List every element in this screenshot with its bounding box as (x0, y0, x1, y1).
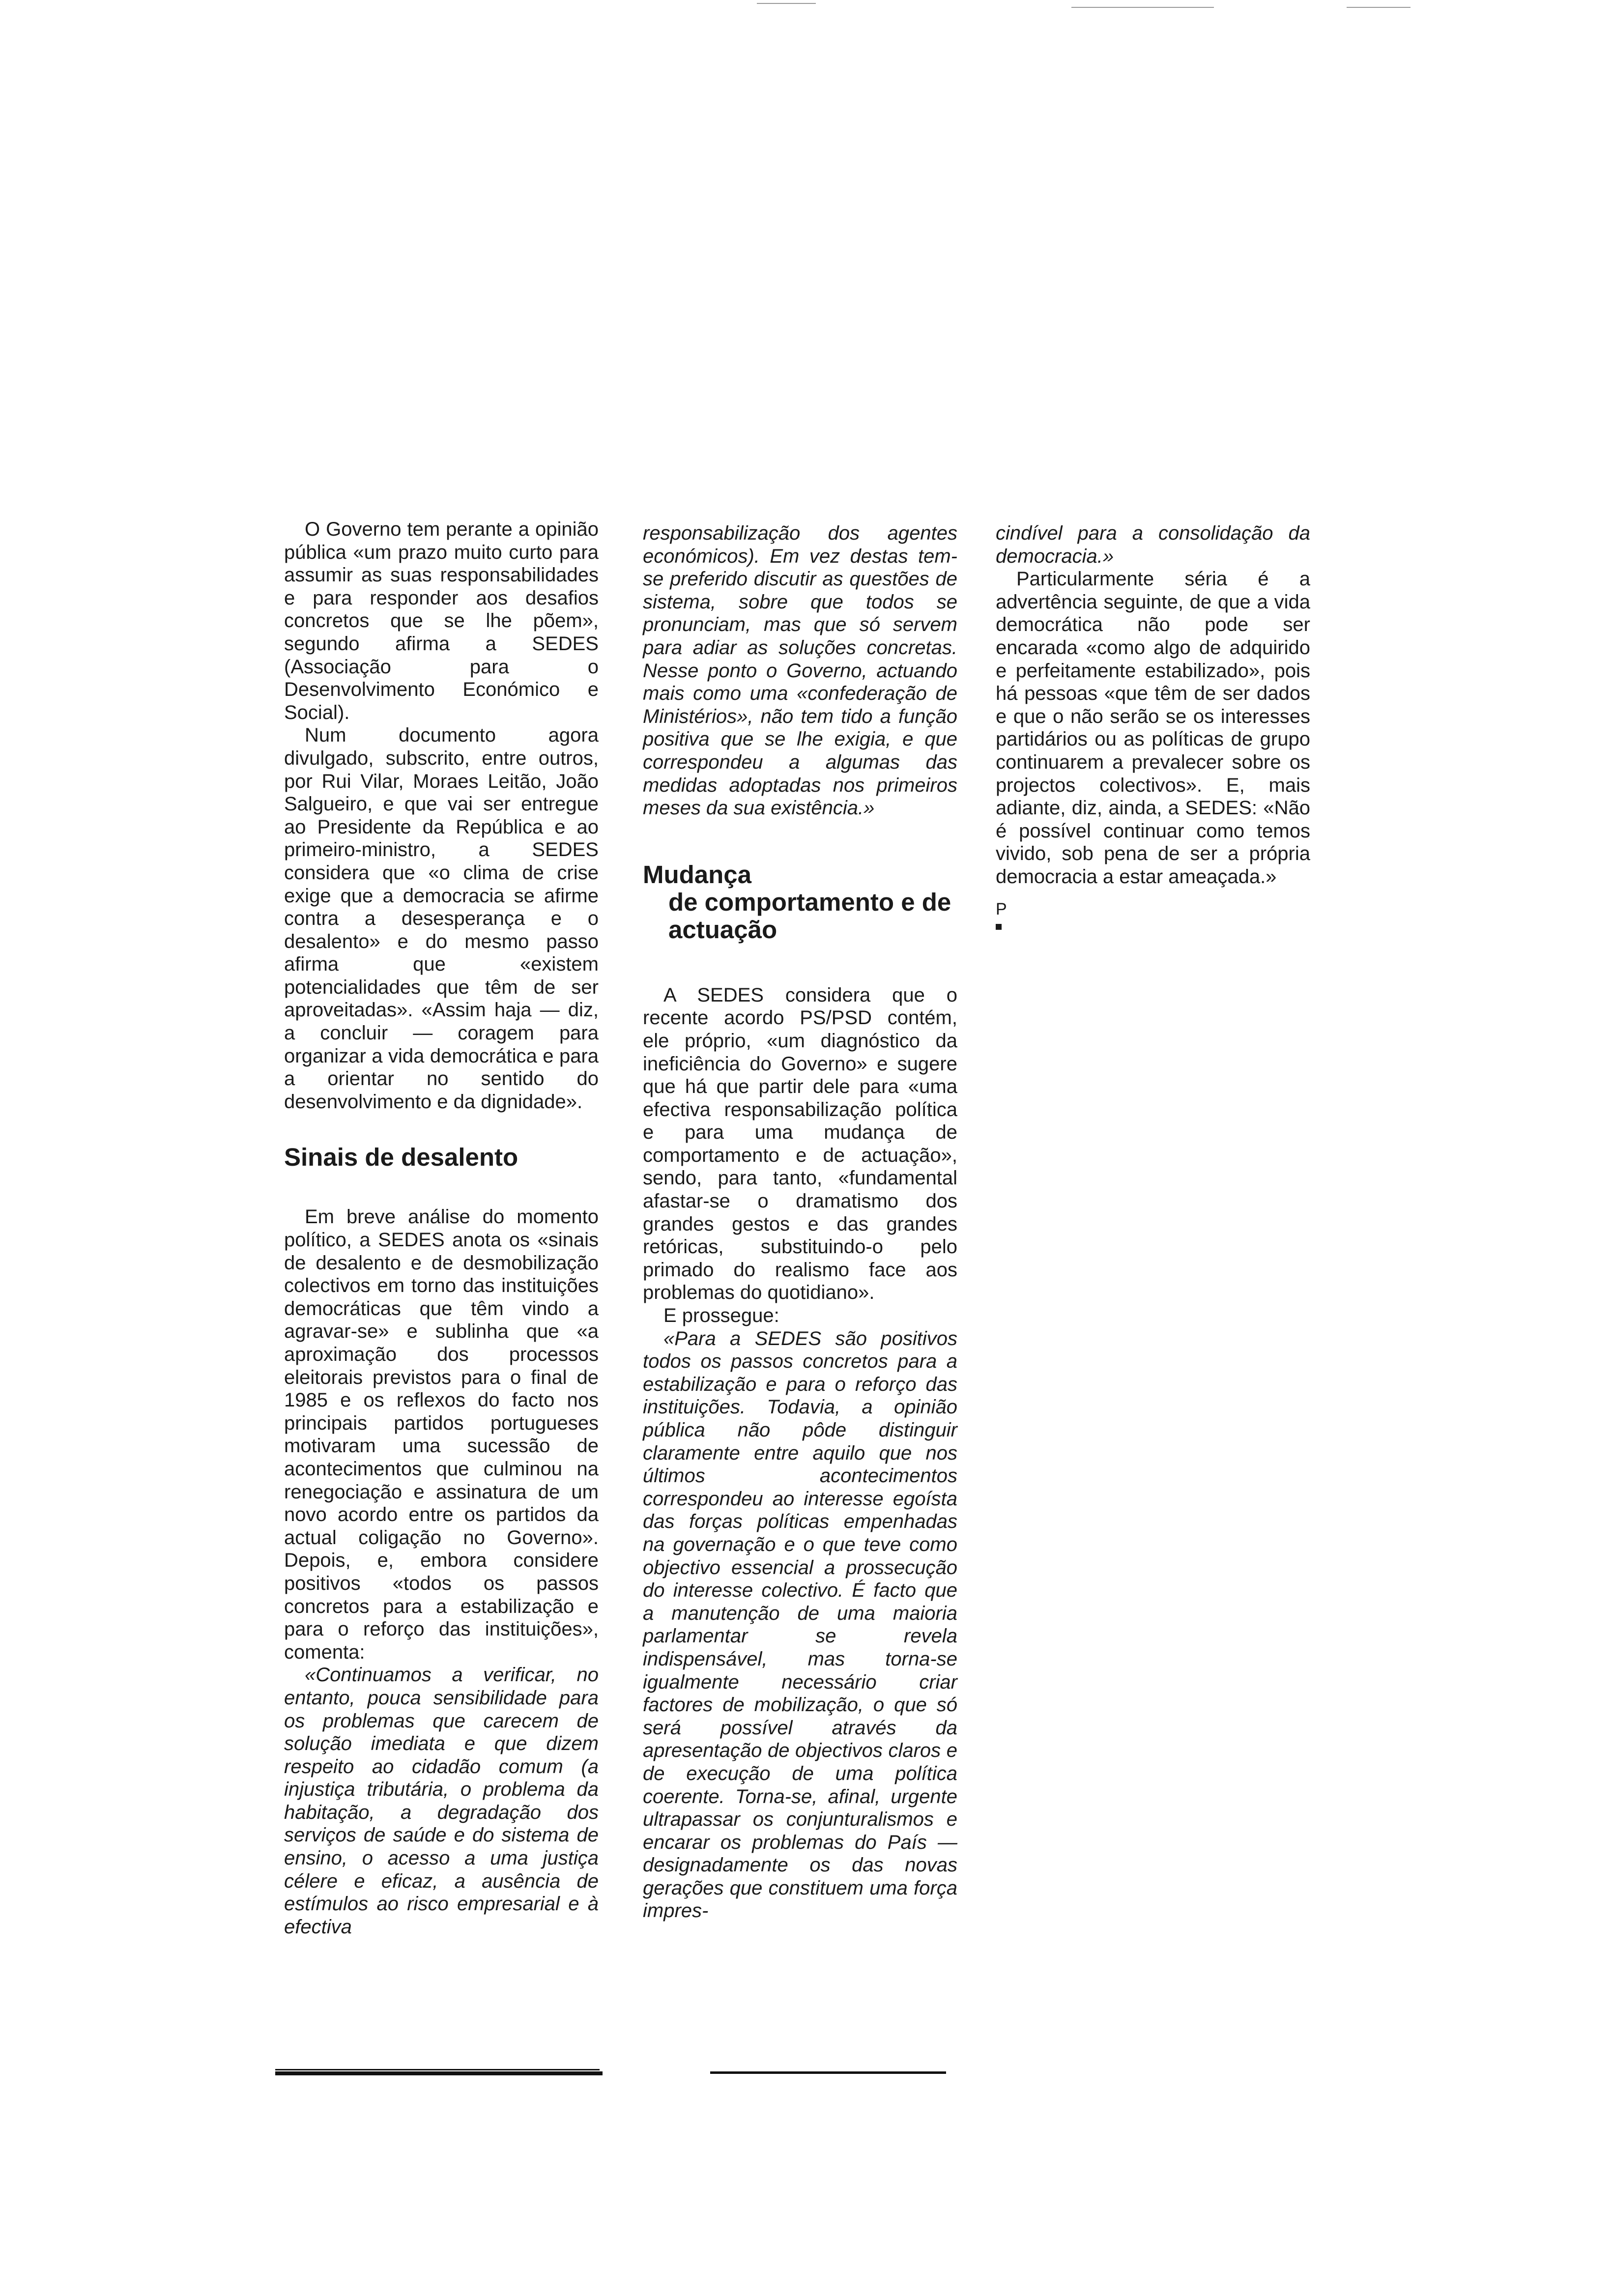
quote-paragraph: «Continuamos a verificar, no entanto, pouca sensibilidade para os problemas que carecem de solução imediata e que dizem respeito ao cidadão comum (a injustiça tributária, o problema da habitação, a degradação dos serviços de saúde e do sistema de ensino, o acesso a uma justiça célere e eficaz, a ausência de estímulos ao risco empresarial e à efectiva (284, 1664, 599, 1938)
paragraph: Particularmente séria é a advertência seguinte, de que a vida democrática não pode ser encarada «como algo de adquirido e perfeitamente estabilizado», pois há pessoas «que têm de ser dados e que o não serão se os interesses partidários ou as políticas de grupo continuarem a prevalecer sobre os projectos colectivos». E, mais adiante, diz, ainda, a SEDES: «Não é possível continuar como temos vivido, sob pena de ser a própria democracia a estar ameaçada.» (996, 568, 1310, 888)
section-heading: Sinais de desalento (284, 1143, 518, 1172)
scan-mark (757, 3, 816, 4)
end-dot (996, 924, 1002, 930)
quote-paragraph: cindível para a consolidação da democracia.» (996, 522, 1310, 567)
column-rule (710, 2071, 946, 2074)
scan-mark (1347, 7, 1410, 8)
section-heading (643, 861, 957, 944)
quote-paragraph: «Para a SEDES são positivos todos os passos concretos para a estabilização e para o reforço das instituições. Todavia, a opinião pública não pôde distinguir claramente entre aquilo que nos últimos acontecimentos correspondeu ao interesse egoísta das forças políticas empenhadas na governação e o que teve como objectivo essencial a prossecução do interesse colectivo. É facto que a manutenção de uma maioria parlamentar se revela indispensável, mas torna-se igualmente necessário criar factores de mobilização, o que só será possível através da apresentação de objectivos claros e de execução de uma política coerente. Torna-se, afinal, urgente ultrapassar os conjunturalismos e encarar os problemas do País — designadamente os das novas gerações que constituem uma força impres- (643, 1327, 957, 1922)
article-column-3 (996, 522, 1310, 930)
article-column-2 (643, 522, 957, 1923)
paragraph: O Governo tem perante a opinião pública «um prazo muito curto para assumir as suas responsabilidades e para responder aos desafios concretos que se lhe põem», segundo afirma a SEDES (Associação para o Desenvolvimento Económico e Social). (284, 518, 599, 723)
article-column-1 (284, 518, 599, 1938)
quote-paragraph: responsabilização dos agentes económicos). Em vez destas tem-se preferido discutir as questões de sistema, sobre que todos se pronunciam, mas que só servem para adiar as soluções concretas. Nesse ponto o Governo, actuando mais como uma «confederação de Ministérios», não tem tido a função positiva que se lhe exigia, e que correspondeu a algumas das medidas adoptadas nos primeiros meses da sua existência.» (643, 522, 957, 819)
scan-mark (1071, 7, 1214, 8)
paragraph: Em breve análise do momento político, a SEDES anota os «sinais de desalento e de desmobilização colectivos em torno das instituições democráticas que têm vindo a agravar-se» e sublinha que «a aproximação dos processos eleitorais previstos para o final de 1985 e os reflexos do facto nos principais partidos portugueses motivaram uma sucessão de acontecimentos que culminou na renegociação e assinatura de um novo acordo entre os partidos da actual coligação no Governo». Depois, e, embora considere positivos «todos os passos concretos para a estabilização e para o reforço das instituições», comenta: (284, 1206, 599, 1663)
column-rule (275, 2069, 600, 2070)
paragraph: E prossegue: (663, 1305, 779, 1327)
paragraph: A SEDES considera que o recente acordo PS/PSD contém, ele próprio, «um diagnóstico da ineficiência do Governo» e sugere que há que partir dele para «uma efectiva responsabilização política e para uma mudança de comportamento e de actuação», sendo, para tanto, «fundamental afastar-se o dramatismo dos grandes gestos e das grandes retóricas, substituindo-o pelo primado do realismo face aos problemas do quotidiano». (643, 984, 957, 1304)
column-rule (275, 2071, 603, 2075)
section-heading-line: Mudança (643, 860, 752, 889)
paragraph: Num documento agora divulgado, subscrito, entre outros, por Rui Vilar, Moraes Leitão, João Salgueiro, e que vai ser entregue ao Presidente da República e ao primeiro-ministro, a SEDES considera que «o clima de crise exige que a democracia se afirme contra a desesperança e o desalento» e do mesmo passo afirma que «existem potencialidades que têm de ser aproveitadas». «Assim haja — diz, a concluir — coragem para organizar a vida democrática e para a orientar no sentido do desenvolvimento e da dignidade». (284, 724, 599, 1113)
section-heading-line: de comportamento e de actuação (668, 888, 951, 944)
end-mark: P (996, 899, 1007, 918)
